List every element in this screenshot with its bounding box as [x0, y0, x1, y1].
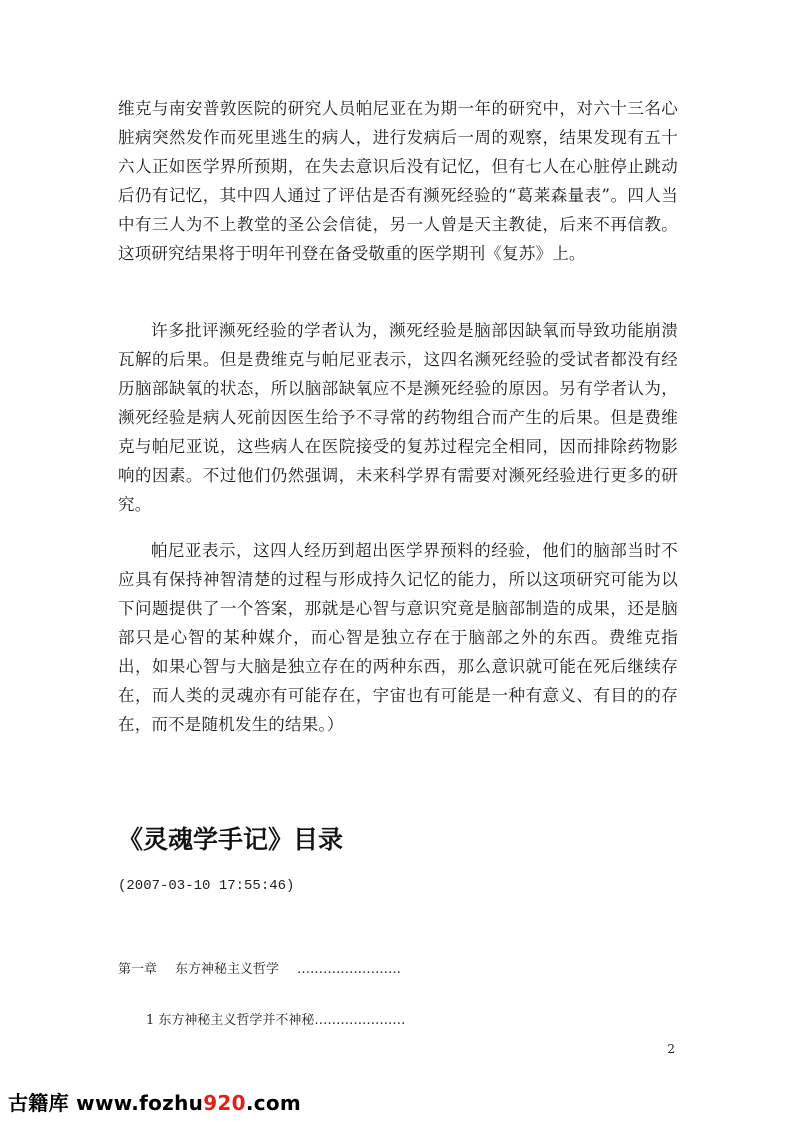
body-paragraph-3: 帕尼亚表示，这四人经历到超出医学界预料的经验，他们的脑部当时不应具有保持神智清楚的过程与形成持久记忆的能力，所以这项研究可能为以下问题提供了一个答案，那就是心智与意识究竟是脑部制造的成果，还是脑部只是心智的某种媒介，而心智是独立存在于脑部之外的东西。费维克指出，如果心智与大脑是独立存在的两种东西，那么意识就可能在死后继续存在，而人类的灵魂亦有可能存在，宇宙也有可能是一种有意义、有目的的存在，而不是随机发生的结果。） — [118, 541, 678, 734]
body-paragraph-1: 维克与南安普敦医院的研究人员帕尼亚在为期一年的研究中，对六十三名心脏病突然发作而死里逃生的病人，进行发病后一周的观察，结果发现有五十六人正如医学界所预期，在失去意识后没有记忆，但有七人在心脏停止跳动后仍有记忆，其中四人通过了评估是否有濒死经验的“葛莱森量表”。四人当中有三人为不上教堂的圣公会信徒，另一人曾是天主教徒，后来不再信教。这项研究结果将于明年刊登在备受敬重的医学期刊《复苏》上。 — [118, 99, 678, 263]
toc-chapter-line — [118, 958, 401, 977]
watermark-site-name: 古籍库 — [8, 1091, 69, 1115]
toc-chapter-leader-dots: …………………… — [297, 962, 402, 977]
watermark-url: www.fozhu920.com — [76, 1091, 302, 1115]
toc-chapter-number: 第一章 — [118, 962, 158, 977]
site-watermark — [8, 1087, 301, 1116]
body-paragraph-2: 许多批评濒死经验的学者认为，濒死经验是脑部因缺氧而导致功能崩溃瓦解的后果。但是费维克与帕尼亚表示，这四名濒死经验的受试者都没有经历脑部缺氧的状态，所以脑部缺氧应不是濒死经验的原因。另有学者认为，濒死经验是病人死前因医生给予不寻常的药物组合而产生的后果。但是费维克与帕尼亚说，这些病人在医院接受的复苏过程完全相同，因而排除药物影响的因素。不过他们仍然强调，未来科学界有需要对濒死经验进行更多的研究。 — [118, 321, 678, 514]
toc-chapter-title: 东方神秘主义哲学 — [175, 962, 280, 977]
toc-heading: 《灵魂学手记》目录 — [118, 825, 344, 854]
toc-item-1: 1 东方神秘主义哲学并不神秘………………… — [146, 1013, 406, 1028]
post-timestamp: (2007-03-10 17:55:46) — [118, 878, 295, 894]
page-number: 2 — [667, 1042, 675, 1056]
watermark-url-highlight: 920 — [203, 1091, 246, 1115]
